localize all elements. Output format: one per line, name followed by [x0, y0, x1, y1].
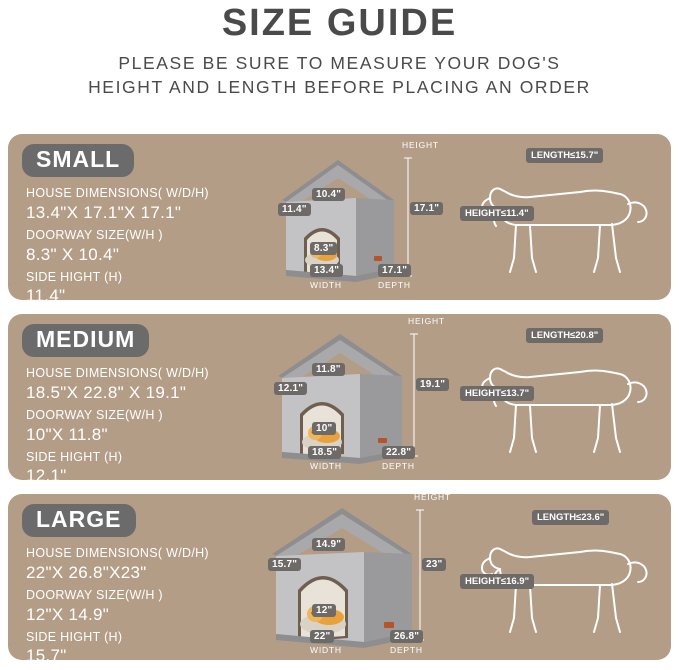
specs-medium [26, 366, 266, 487]
callout-doorway-width-small: 8.3" [310, 242, 337, 255]
spec-value-doorway-size: 12"X 14.9" [26, 604, 110, 624]
axis-label-width-medium: WIDTH [310, 461, 342, 471]
callout-width-medium: 18.5" [308, 446, 341, 459]
size-panel-medium [8, 314, 671, 486]
callout-dog-length-medium: LENGTH≤20.8" [526, 328, 603, 343]
callout-doorway-height-medium: 11.8" [312, 363, 345, 376]
size-panel-small [8, 134, 671, 306]
callout-doorway-width-medium: 10" [312, 422, 336, 435]
axis-label-height-small: HEIGHT [402, 140, 439, 150]
spec-value-side-hight: 11.4" [26, 286, 66, 306]
axis-label-height-medium: HEIGHT [408, 316, 445, 326]
spec-label-doorway-size: DOORWAY SIZE(W/H ) [26, 587, 163, 602]
callout-depth-small: 17.1" [378, 264, 411, 277]
specs-large [26, 546, 266, 667]
spec-label-side-hight: SIDE HIGHT (H) [26, 629, 123, 644]
callout-total-height-small: 17.1" [410, 202, 443, 215]
axis-label-depth-small: DEPTH [378, 280, 411, 290]
callout-depth-medium: 22.8" [382, 446, 415, 459]
callout-dog-height-small: HEIGHT≤11.4" [460, 206, 534, 221]
spec-value-side-hight: 12.1" [26, 466, 67, 486]
axis-label-depth-medium: DEPTH [382, 461, 415, 471]
height-axis-medium [406, 328, 442, 464]
dog-illustration-medium [460, 322, 660, 478]
size-badge-large: LARGE [22, 504, 136, 537]
callout-side-height-small: 11.4" [278, 203, 311, 216]
spec-value-house-dimensions: 13.4"X 17.1"X 17.1" [26, 202, 182, 222]
callout-width-small: 13.4" [310, 264, 343, 277]
callout-dog-length-large: LENGTH≤23.6" [532, 510, 609, 525]
dog-illustration-large [460, 502, 660, 658]
spec-value-doorway-size: 8.3" X 10.4" [26, 244, 120, 264]
spec-value-house-dimensions: 18.5"X 22.8" X 19.1" [26, 382, 187, 402]
subtitle-line-1: PLEASE BE SURE TO MEASURE YOUR DOG'S [118, 52, 561, 73]
spec-value-side-hight: 15.7" [26, 646, 67, 666]
spec-label-side-hight: SIDE HIGHT (H) [26, 269, 123, 284]
size-panel-large [8, 492, 671, 666]
size-badge-small: SMALL [22, 144, 134, 177]
callout-dog-length-small: LENGTH≤15.7" [526, 148, 603, 163]
page-subtitle [0, 52, 679, 99]
page-title: SIZE GUIDE [221, 2, 458, 44]
callout-dog-height-large: HEIGHT≤16.9" [460, 574, 534, 589]
spec-label-doorway-size: DOORWAY SIZE(W/H ) [26, 227, 163, 242]
callout-doorway-height-small: 10.4" [312, 188, 345, 201]
size-badge-medium: MEDIUM [22, 324, 149, 357]
spec-label-house-dimensions: HOUSE DIMENSIONS( W/D/H) [26, 366, 209, 380]
callout-doorway-width-large: 12" [312, 604, 336, 617]
axis-label-width-small: WIDTH [310, 280, 342, 290]
specs-small [26, 186, 266, 307]
axis-label-width-large: WIDTH [310, 645, 342, 655]
house-illustration-small [260, 140, 440, 300]
callout-dog-height-medium: HEIGHT≤13.7" [460, 386, 534, 401]
callout-total-height-medium: 19.1" [416, 378, 449, 391]
page-header [0, 0, 679, 99]
callout-side-height-large: 15.7" [268, 558, 301, 571]
callout-side-height-medium: 12.1" [274, 382, 307, 395]
dog-illustration-small [460, 142, 660, 298]
callout-total-height-large: 23" [422, 558, 446, 571]
spec-label-side-hight: SIDE HIGHT (H) [26, 449, 123, 464]
spec-label-doorway-size: DOORWAY SIZE(W/H ) [26, 407, 163, 422]
callout-depth-large: 26.8" [390, 630, 423, 643]
spec-label-house-dimensions: HOUSE DIMENSIONS( W/D/H) [26, 546, 209, 560]
callout-doorway-height-large: 14.9" [312, 538, 345, 551]
subtitle-line-2: HEIGHT AND LENGTH BEFORE PLACING AN ORDER [88, 76, 591, 97]
callout-width-large: 22" [310, 630, 334, 643]
house-illustration-medium [260, 316, 446, 480]
axis-label-depth-large: DEPTH [390, 645, 423, 655]
height-axis-large [412, 504, 444, 648]
axis-label-height-large: HEIGHT [414, 492, 451, 502]
spec-value-doorway-size: 10"X 11.8" [26, 424, 108, 444]
spec-label-house-dimensions: HOUSE DIMENSIONS( W/D/H) [26, 186, 209, 200]
spec-value-house-dimensions: 22"X 26.8"X23" [26, 562, 147, 582]
house-illustration-large [260, 492, 451, 660]
